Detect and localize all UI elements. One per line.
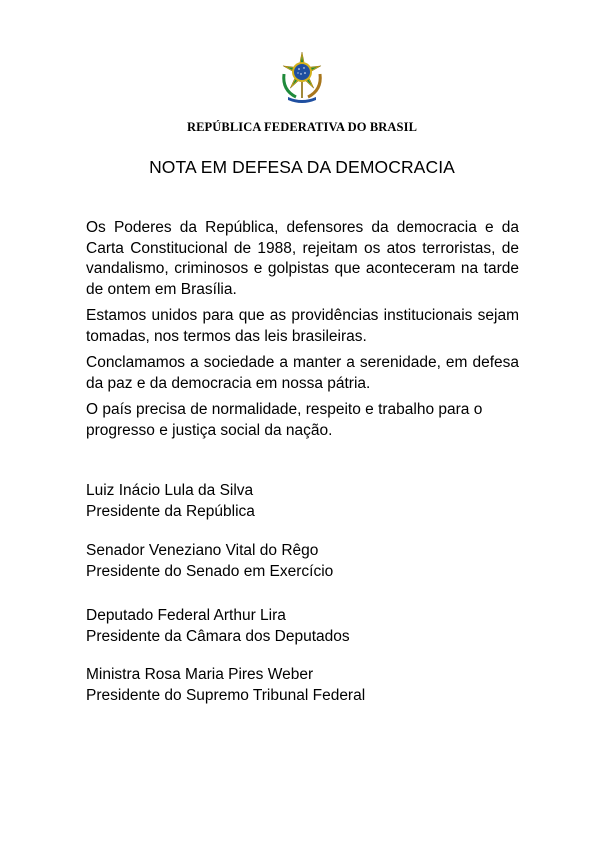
brazil-coat-of-arms-icon — [274, 50, 330, 106]
signatory — [86, 664, 526, 706]
signatory-role: Presidente da Câmara dos Deputados — [86, 628, 350, 645]
signatory-name: Ministra Rosa Maria Pires Weber — [86, 666, 314, 683]
signatory-name: Senador Veneziano Vital do Rêgo — [86, 542, 319, 559]
paragraph: O país precisa de normalidade, respeito e trabalho para o progresso e justiça social da nação. — [86, 401, 483, 439]
signatory-role: Presidente da República — [86, 503, 255, 520]
signatory — [86, 540, 526, 582]
signatory-role: Presidente do Senado em Exercício — [86, 563, 334, 580]
paragraph: Os Poderes da República, defensores da democracia e da Carta Constitucional de 1988, rejeitam os atos terroristas, de vandalismo, criminosos e golpistas que aconteceram na tarde de ontem em Brasília. — [86, 219, 519, 298]
signatory-role: Presidente do Supremo Tribunal Federal — [86, 687, 366, 704]
paragraph: Estamos unidos para que as providências institucionais sejam tomadas, nos termos das leis brasileiras. — [86, 307, 519, 345]
paragraph: Conclamamos a sociedade a manter a serenidade, em defesa da paz e da democracia em nossa pátria. — [86, 354, 519, 392]
signatory-name: Luiz Inácio Lula da Silva — [86, 482, 254, 499]
signatory — [86, 605, 526, 647]
signatory-name: Deputado Federal Arthur Lira — [86, 607, 286, 624]
republic-heading: REPÚBLICA FEDERATIVA DO BRASIL — [186, 120, 418, 134]
signatory — [86, 480, 526, 522]
note-body — [86, 218, 519, 447]
document-title: NOTA EM DEFESA DA DEMOCRACIA — [149, 157, 455, 177]
